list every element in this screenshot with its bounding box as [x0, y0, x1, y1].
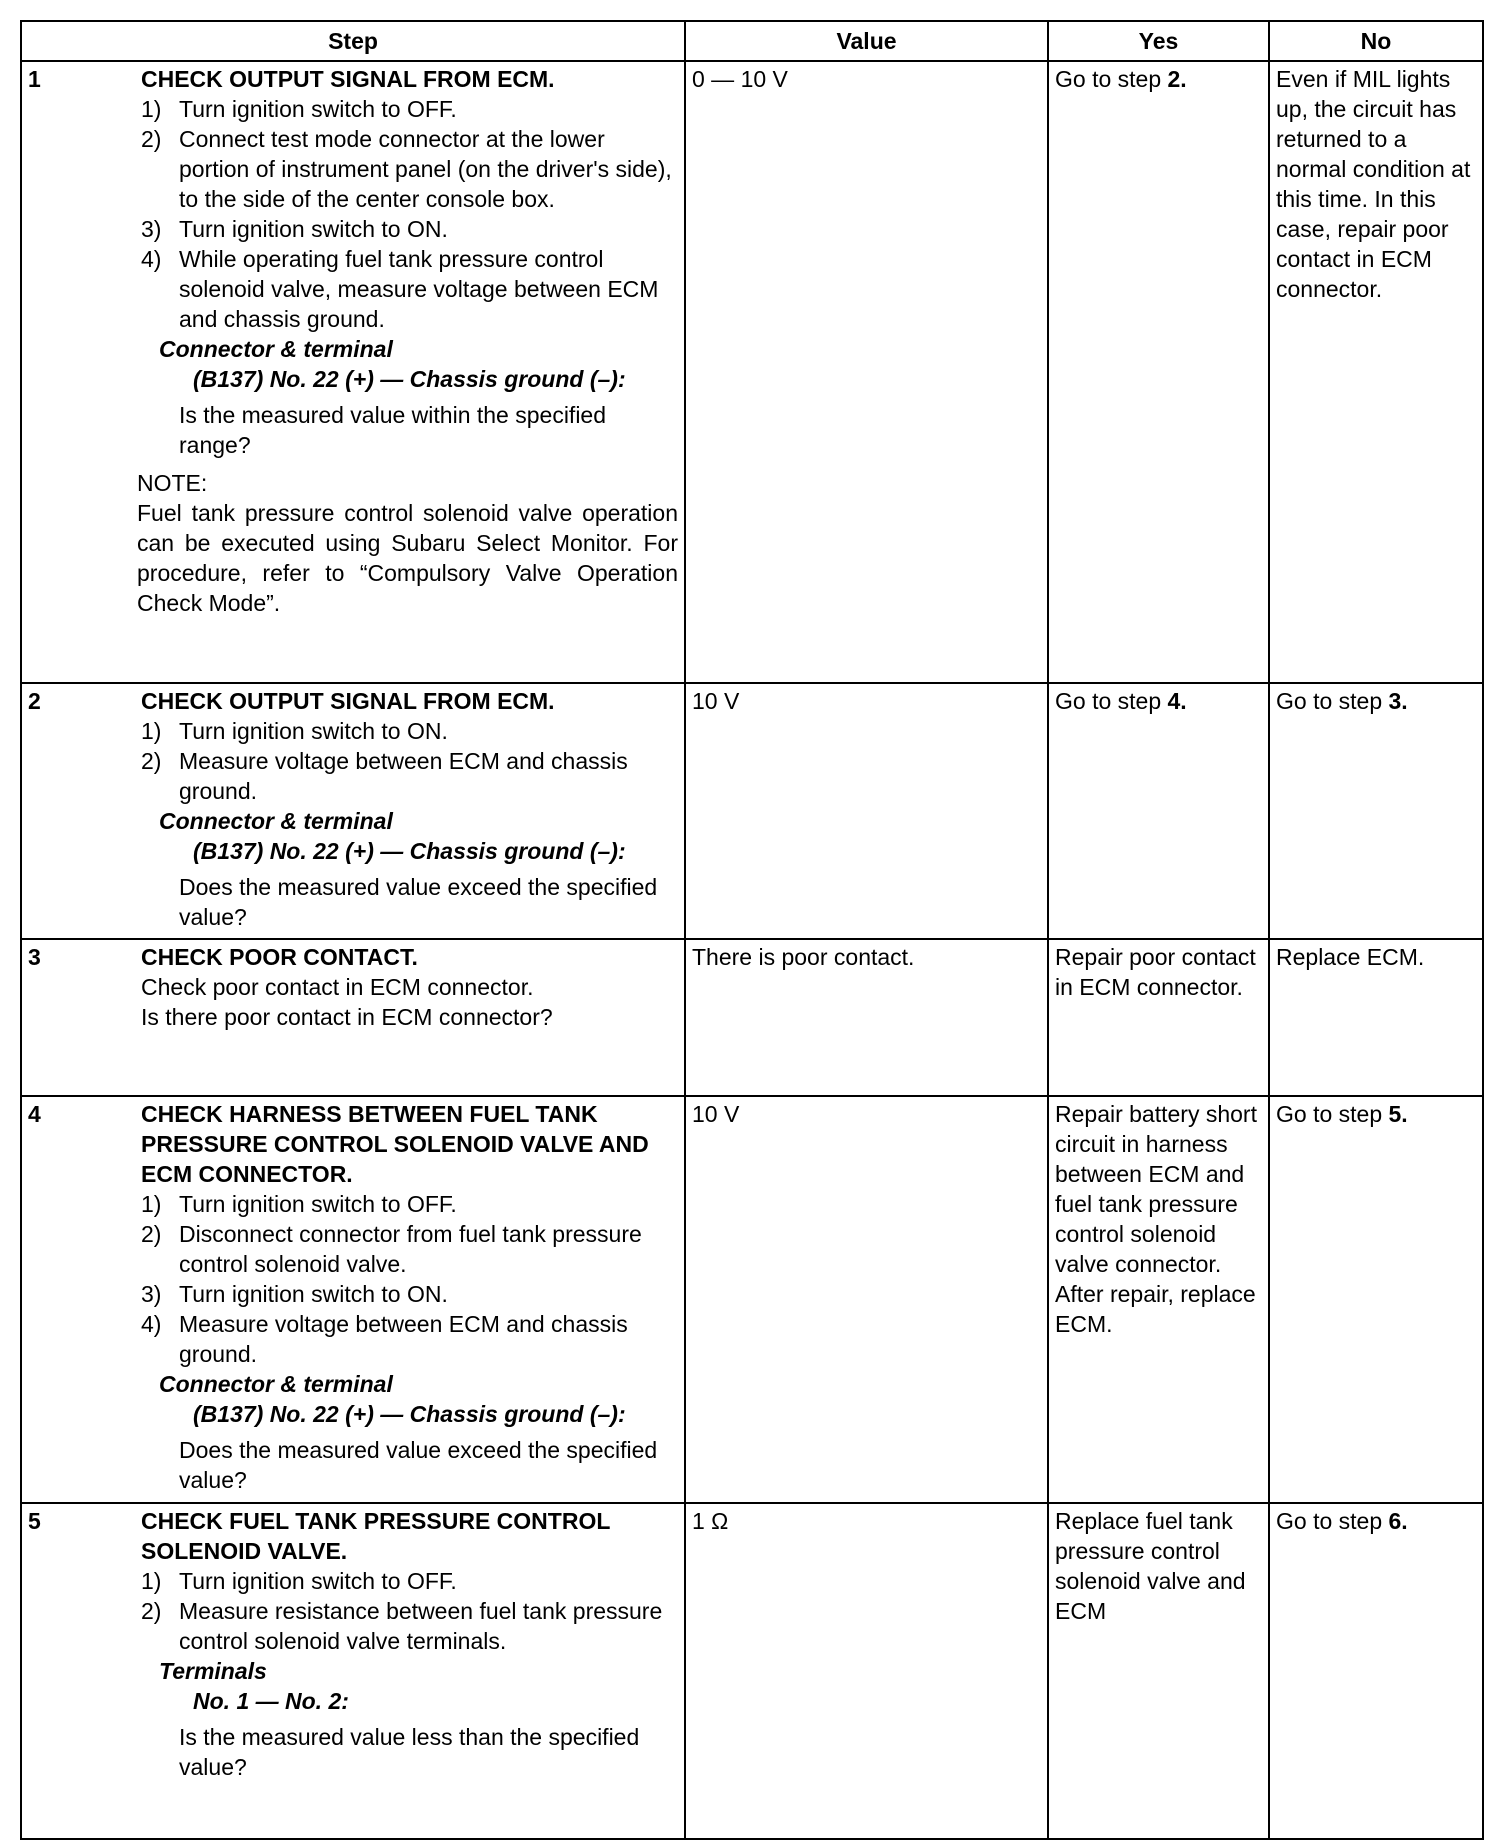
value-cell: 1 Ω: [685, 1503, 1048, 1839]
step-number: 4: [28, 1101, 41, 1127]
step-title: CHECK HARNESS BETWEEN FUEL TANK PRESSURE CONTROL SOLENOID VALVE AND ECM CONNECTOR.: [141, 1101, 649, 1187]
step-title: CHECK FUEL TANK PRESSURE CONTROL SOLENOID VALVE.: [141, 1508, 610, 1564]
step-cell: [21, 1096, 685, 1503]
instruction-item: 1) Turn ignition switch to OFF.: [141, 1568, 457, 1594]
connector-terminal-label: Connector & terminal: [159, 336, 393, 362]
header-row: [21, 21, 1483, 61]
instruction-item: 3) Turn ignition switch to ON.: [141, 216, 448, 242]
step-title: CHECK OUTPUT SIGNAL FROM ECM.: [141, 688, 555, 714]
header-step: Step: [21, 21, 685, 61]
step-title: CHECK POOR CONTACT.: [141, 944, 418, 970]
no-cell: Replace ECM.: [1269, 939, 1483, 1096]
yes-cell: Repair poor contact in ECM connector.: [1048, 939, 1269, 1096]
table-row-step-4: [21, 1096, 1483, 1503]
diagnostic-table: [20, 20, 1484, 1840]
step-question: Is there poor contact in ECM connector?: [141, 1004, 553, 1030]
step-cell: [21, 939, 685, 1096]
instruction-item: 2) Measure voltage between ECM and chassis ground.: [141, 748, 628, 804]
header-yes: Yes: [1048, 21, 1269, 61]
note-label: NOTE:: [137, 470, 208, 496]
instruction-item: 3) Turn ignition switch to ON.: [141, 1281, 448, 1307]
table-row-step-1: [21, 61, 1483, 683]
step-number: 5: [28, 1508, 41, 1534]
step-question: Does the measured value exceed the specified value?: [179, 874, 658, 930]
step-number: 1: [28, 66, 41, 92]
step-number: 3: [28, 944, 41, 970]
instruction-item: 1) Turn ignition switch to OFF.: [141, 96, 457, 122]
connector-terminal-value: (B137) No. 22 (+) — Chassis ground (–):: [193, 838, 626, 864]
step-title: CHECK OUTPUT SIGNAL FROM ECM.: [141, 66, 555, 92]
instruction-item: 2) Disconnect connector from fuel tank pressure control solenoid valve.: [141, 1221, 642, 1277]
step-cell: [21, 61, 685, 683]
connector-terminal-value: (B137) No. 22 (+) — Chassis ground (–):: [193, 366, 626, 392]
value-cell: There is poor contact.: [685, 939, 1048, 1096]
step-cell: [21, 683, 685, 939]
table-row-step-5: [21, 1503, 1483, 1839]
yes-cell: Go to step 4.: [1048, 683, 1269, 939]
table-row-step-2: [21, 683, 1483, 939]
instruction-item: 4) While operating fuel tank pressure control solenoid valve, measure voltage between ECM and chassis ground.: [141, 246, 659, 332]
value-cell: 0 — 10 V: [685, 61, 1048, 683]
step-question: Is the measured value within the specified range?: [179, 402, 607, 458]
step-number: 2: [28, 688, 41, 714]
no-cell: Even if MIL lights up, the circuit has returned to a normal condition at this time. In this case, repair poor contact in ECM connector.: [1269, 61, 1483, 683]
instruction-item: 1) Turn ignition switch to OFF.: [141, 1191, 457, 1217]
step-question: Does the measured value exceed the specified value?: [179, 1437, 658, 1493]
value-cell: 10 V: [685, 1096, 1048, 1503]
no-cell: Go to step 6.: [1269, 1503, 1483, 1839]
connector-terminal-label: Connector & terminal: [159, 1371, 393, 1397]
terminals-value: No. 1 — No. 2:: [193, 1688, 349, 1714]
step-instructions: [141, 1189, 680, 1369]
step-instructions: [141, 1566, 680, 1656]
step-question: Is the measured value less than the specified value?: [179, 1724, 640, 1780]
no-cell: Go to step 3.: [1269, 683, 1483, 939]
instruction-item: 2) Measure resistance between fuel tank pressure control solenoid valve terminals.: [141, 1598, 663, 1654]
step-cell: [21, 1503, 685, 1839]
terminals-label: Terminals: [159, 1658, 267, 1684]
note-text: Fuel tank pressure control solenoid valve operation can be executed using Subaru Select Monitor. For procedure, refer to “Compulsory Valve Operation Check Mode”.: [137, 500, 678, 616]
step-instruction: Check poor contact in ECM connector.: [141, 974, 534, 1000]
diagnostic-procedure-sheet: [20, 20, 1482, 1840]
yes-cell: Go to step 2.: [1048, 61, 1269, 683]
header-no: No: [1269, 21, 1483, 61]
no-cell: Go to step 5.: [1269, 1096, 1483, 1503]
instruction-item: 4) Measure voltage between ECM and chassis ground.: [141, 1311, 628, 1367]
step-instructions: [141, 716, 680, 806]
instruction-item: 1) Turn ignition switch to ON.: [141, 718, 448, 744]
connector-terminal-value: (B137) No. 22 (+) — Chassis ground (–):: [193, 1401, 626, 1427]
connector-terminal-label: Connector & terminal: [159, 808, 393, 834]
instruction-item: 2) Connect test mode connector at the lower portion of instrument panel (on the driver's side), to the side of the center console box.: [141, 126, 672, 212]
yes-cell: Repair battery short circuit in harness between ECM and fuel tank pressure control solenoid valve connector. After repair, replace ECM.: [1048, 1096, 1269, 1503]
header-value: Value: [685, 21, 1048, 61]
value-cell: 10 V: [685, 683, 1048, 939]
step-instructions: [141, 94, 680, 334]
yes-cell: Replace fuel tank pressure control solenoid valve and ECM: [1048, 1503, 1269, 1839]
table-row-step-3: [21, 939, 1483, 1096]
